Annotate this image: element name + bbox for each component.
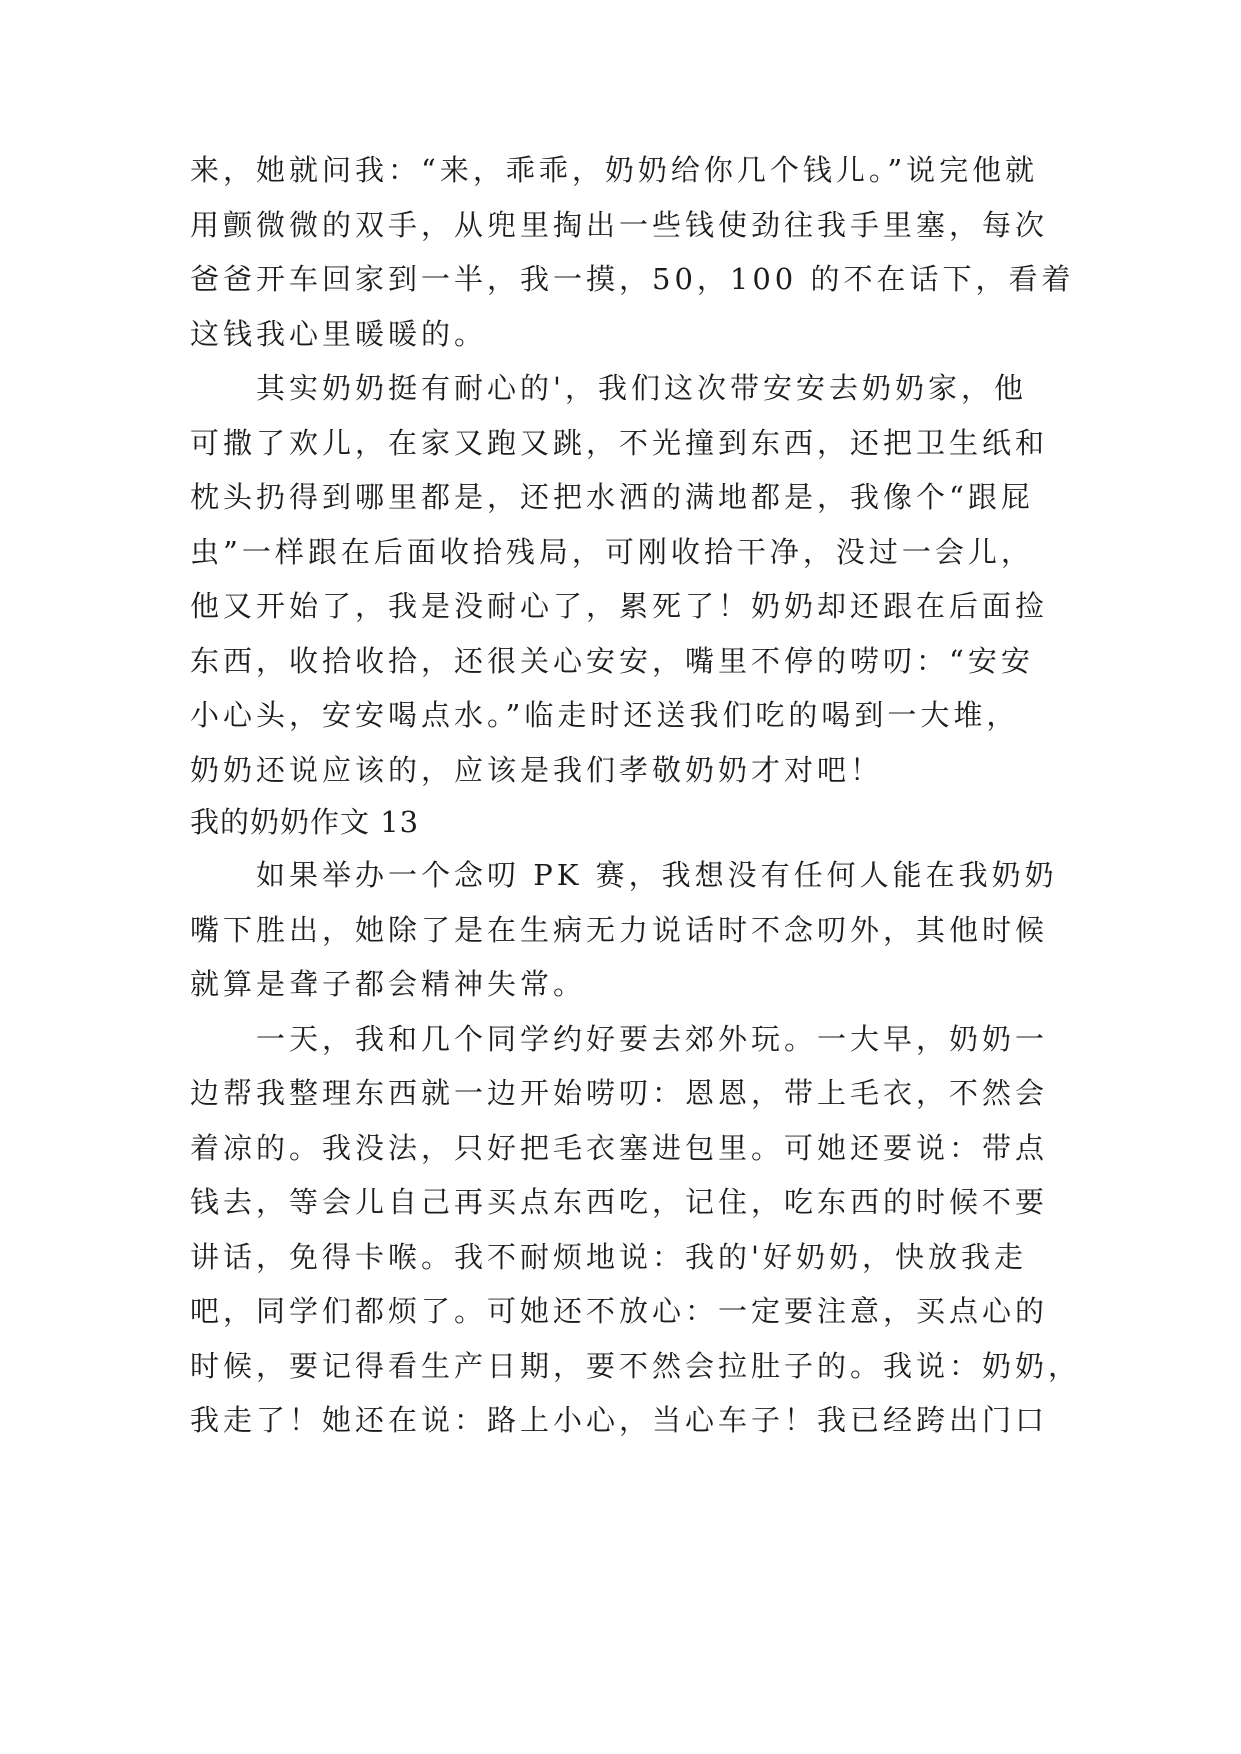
text-line: 吧，同学们都烦了。可她还不放心：一定要注意，买点心的 bbox=[190, 1294, 1049, 1328]
text-line: 用颤微微的双手，从兜里掏出一些钱使劲往我手里塞，每次 bbox=[190, 208, 1049, 242]
text-line: 他又开始了，我是没耐心了，累死了！奶奶却还跟在后面捡 bbox=[190, 589, 1049, 623]
text-line: 可撒了欢儿，在家又跑又跳，不光撞到东西，还把卫生纸和 bbox=[190, 426, 1049, 460]
text-line: 这钱我心里暖暖的。 bbox=[190, 317, 488, 351]
text-line: 我走了！她还在说：路上小心，当心车子！我已经跨出门口 bbox=[190, 1403, 1049, 1437]
text-line: 钱去，等会儿自己再买点东西吃，记住，吃东西的时候不要 bbox=[190, 1185, 1049, 1219]
section-title: 我的奶奶作文 13 bbox=[190, 805, 420, 839]
text-line: 枕头扔得到哪里都是，还把水洒的满地都是，我像个“跟屁 bbox=[190, 480, 1034, 514]
paragraph-start-line: 如果举办一个念叨 PK 赛，我想没有任何人能在我奶奶 bbox=[190, 858, 1058, 892]
paragraph-start-line: 其实奶奶挺有耐心的'，我们这次带安安去奶奶家，他 bbox=[190, 371, 1027, 405]
text-line: 来，她就问我：“来，乖乖，奶奶给你几个钱儿。”说完他就 bbox=[190, 153, 1039, 187]
text-line: 讲话，免得卡喉。我不耐烦地说：我的'好奶奶，快放我走 bbox=[190, 1240, 1027, 1274]
text-line: 嘴下胜出，她除了是在生病无力说话时不念叨外，其他时候 bbox=[190, 913, 1049, 947]
text-line: 小心头，安安喝点水。”临走时还送我们吃的喝到一大堆， bbox=[190, 698, 1020, 732]
text-line: 爸爸开车回家到一半，我一摸，50，100 的不在话下，看着 bbox=[190, 262, 1075, 296]
text-line: 着凉的。我没法，只好把毛衣塞进包里。可她还要说：带点 bbox=[190, 1131, 1049, 1165]
text-line: 虫”一样跟在后面收拾残局，可刚收拾干净，没过一会儿， bbox=[190, 535, 1034, 569]
text-line: 时候，要记得看生产日期，要不然会拉肚子的。我说：奶奶， bbox=[190, 1349, 1082, 1383]
paragraph-start-line: 一天，我和几个同学约好要去郊外玩。一大早，奶奶一 bbox=[190, 1022, 1049, 1056]
text-line: 边帮我整理东西就一边开始唠叨：恩恩，带上毛衣，不然会 bbox=[190, 1076, 1049, 1110]
text-line: 就算是聋子都会精神失常。 bbox=[190, 967, 587, 1001]
text-line: 奶奶还说应该的，应该是我们孝敬奶奶才对吧！ bbox=[190, 753, 884, 787]
text-line: 东西，收拾收拾，还很关心安安，嘴里不停的唠叨：“安安 bbox=[190, 644, 1034, 678]
